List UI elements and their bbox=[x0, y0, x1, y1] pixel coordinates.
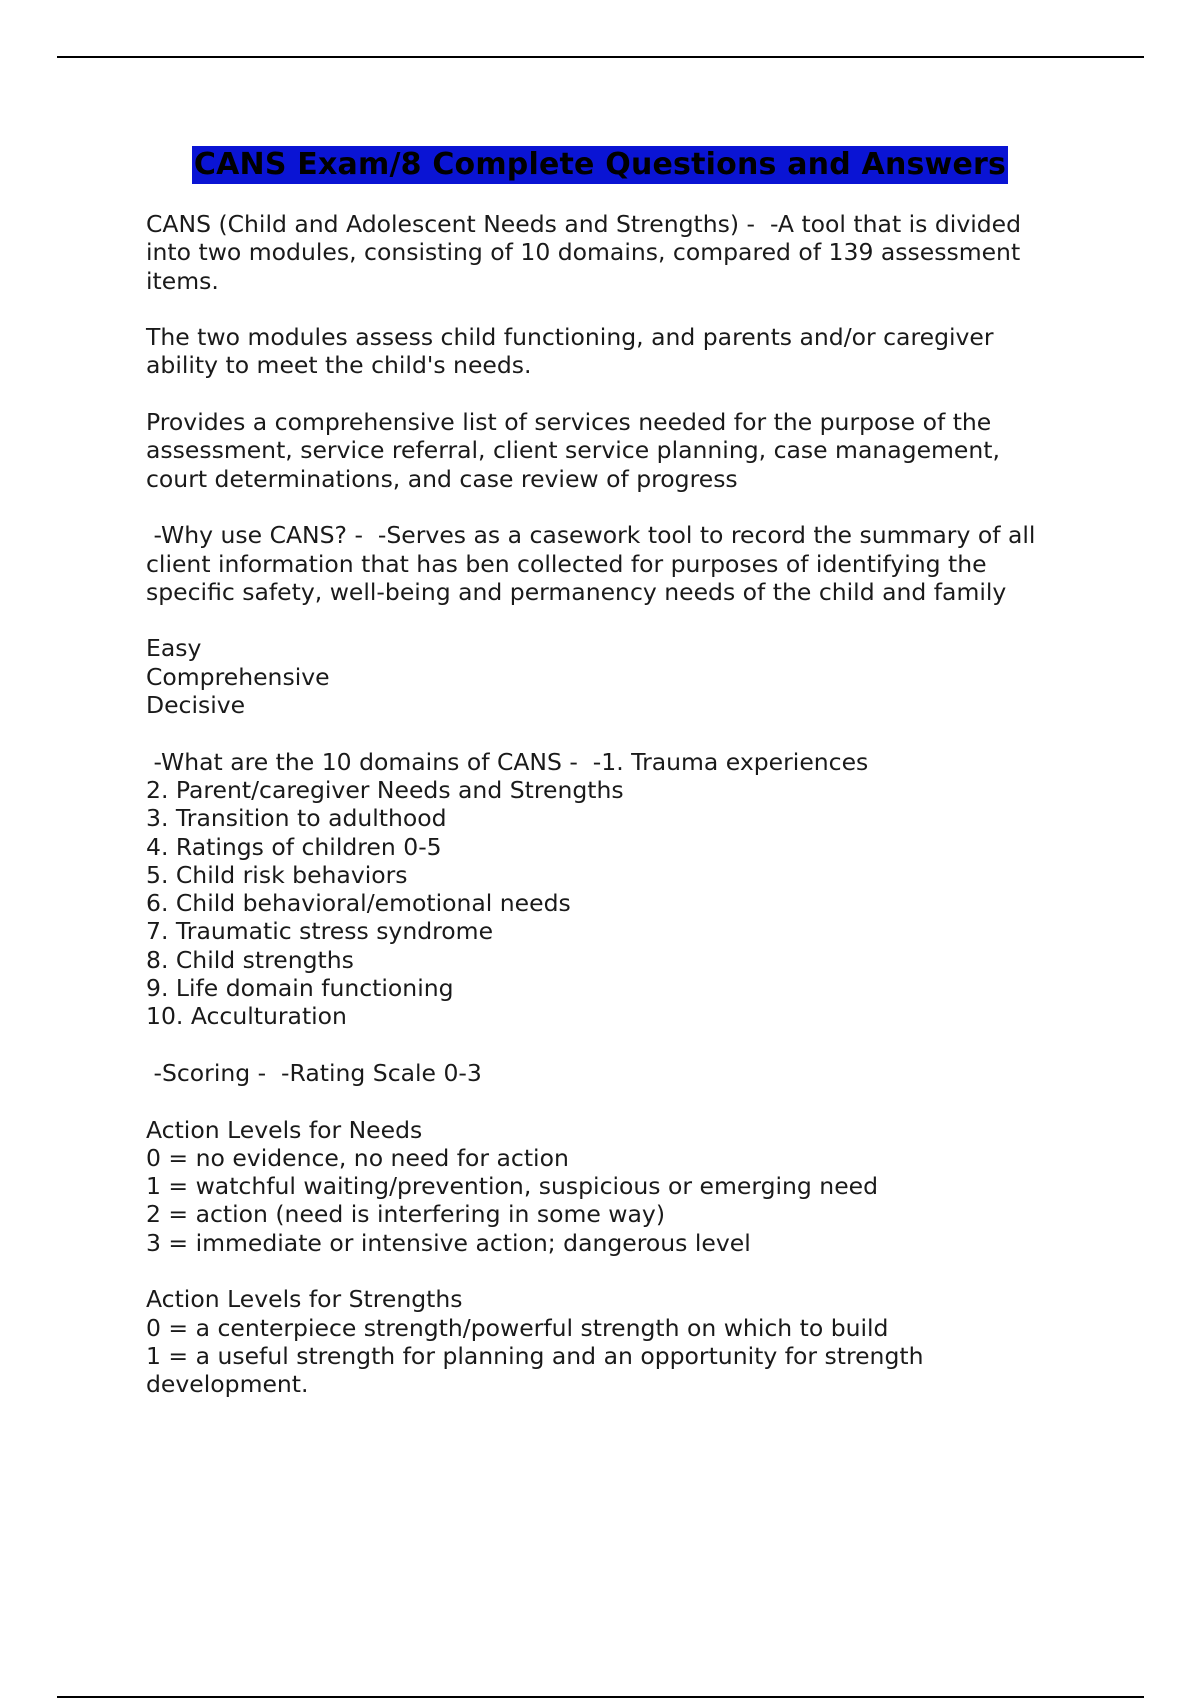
text-line: The two modules assess child functioning, and parents and/or caregiver bbox=[146, 323, 994, 352]
text-line: Decisive bbox=[146, 691, 246, 720]
document-title: CANS Exam/8 Complete Questions and Answers bbox=[193, 147, 1007, 182]
text-line: 9. Life domain functioning bbox=[146, 974, 454, 1003]
text-line: 6. Child behavioral/emotional needs bbox=[146, 889, 571, 918]
text-line: Easy bbox=[146, 634, 202, 663]
paragraph bbox=[146, 408, 1096, 493]
paragraph bbox=[146, 210, 1096, 295]
document-body bbox=[146, 210, 1096, 1427]
paragraph bbox=[146, 748, 1096, 1031]
text-line: -What are the 10 domains of CANS - -1. Trauma experiences bbox=[146, 747, 869, 776]
text-line: 3 = immediate or intensive action; dangerous level bbox=[146, 1228, 751, 1257]
text-line: 1 = a useful strength for planning and an opportunity for strength bbox=[146, 1341, 924, 1370]
text-line: -Scoring - -Rating Scale 0-3 bbox=[146, 1058, 482, 1087]
text-line: 10. Acculturation bbox=[146, 1002, 347, 1031]
text-line: development. bbox=[146, 1370, 309, 1399]
text-line: into two modules, consisting of 10 domains, compared of 139 assessment bbox=[146, 238, 1021, 267]
text-line: 2 = action (need is interfering in some way) bbox=[146, 1200, 665, 1229]
text-line: -Why use CANS? - -Serves as a casework tool to record the summary of all bbox=[146, 521, 1036, 550]
text-line: 2. Parent/caregiver Needs and Strengths bbox=[146, 775, 624, 804]
header-rule bbox=[57, 56, 1144, 58]
text-line: assessment, service referral, client service planning, case management, bbox=[146, 436, 1000, 465]
text-line: Action Levels for Needs bbox=[146, 1115, 423, 1144]
text-line: court determinations, and case review of progress bbox=[146, 464, 738, 493]
text-line: specific safety, well-being and permanency needs of the child and family bbox=[146, 577, 1007, 606]
paragraph bbox=[146, 521, 1096, 606]
paragraph bbox=[146, 1116, 1096, 1257]
text-line: ability to meet the child's needs. bbox=[146, 351, 532, 380]
text-line: Provides a comprehensive list of services needed for the purpose of the bbox=[146, 408, 992, 437]
title-container bbox=[0, 146, 1200, 184]
text-line: client information that has ben collected for purposes of identifying the bbox=[146, 549, 987, 578]
text-line: 0 = a centerpiece strength/powerful strength on which to build bbox=[146, 1313, 889, 1342]
text-line: 3. Transition to adulthood bbox=[146, 804, 447, 833]
text-line: Action Levels for Strengths bbox=[146, 1285, 463, 1314]
text-line: items. bbox=[146, 266, 219, 295]
text-line: Comprehensive bbox=[146, 662, 330, 691]
paragraph bbox=[146, 634, 1096, 719]
footer-rule bbox=[57, 1696, 1144, 1698]
text-line: CANS (Child and Adolescent Needs and Strengths) - -A tool that is divided bbox=[146, 210, 1022, 238]
paragraph bbox=[146, 1285, 1096, 1398]
text-line: 0 = no evidence, no need for action bbox=[146, 1143, 569, 1172]
text-line: 5. Child risk behaviors bbox=[146, 860, 408, 889]
paragraph bbox=[146, 323, 1096, 380]
paragraph bbox=[146, 1059, 1096, 1087]
text-line: 1 = watchful waiting/prevention, suspicious or emerging need bbox=[146, 1172, 879, 1201]
text-line: 8. Child strengths bbox=[146, 945, 354, 974]
text-line: 4. Ratings of children 0-5 bbox=[146, 832, 442, 861]
text-line: 7. Traumatic stress syndrome bbox=[146, 917, 494, 946]
